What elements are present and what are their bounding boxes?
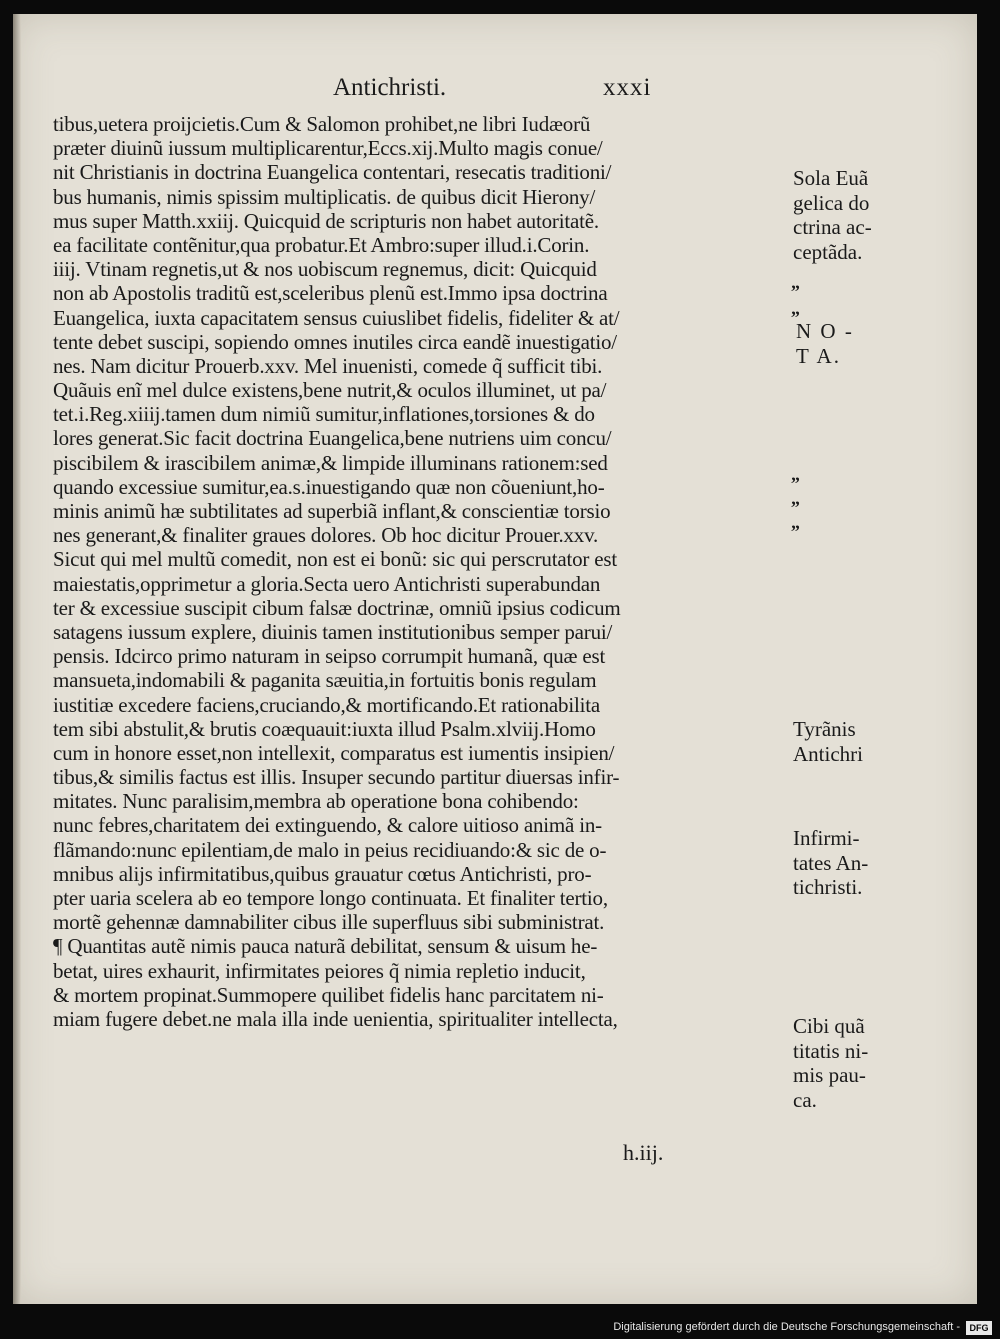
text-line: tibus,& similis factus est illis. Insuper secundo partitur diuersas infir- — [53, 765, 620, 790]
scanned-page — [13, 14, 977, 1304]
folio-number: xxxi — [603, 74, 652, 101]
text-line: nes generant,& finaliter graues dolores. Ob hoc dicitur Prouer.xxv. — [53, 523, 599, 548]
marginal-line: ctrina ac- — [793, 215, 872, 239]
text-line: mortẽ gehennæ damnabiliter cibus ille superfluus sibi subministrat. — [53, 910, 605, 935]
marginal-line: tichristi. — [793, 875, 863, 899]
text-line: tem sibi abstulit,& brutis coæquauit:iuxta illud Psalm.xlviij.Homo — [53, 716, 596, 741]
text-line: nes. Nam dicitur Prouerb.xxv. Mel inuenisti, comede q̃ sufficit tibi. — [53, 353, 603, 378]
text-line: lores generat.Sic facit doctrina Euangelica,bene nutriens uim concu/ — [53, 426, 612, 451]
text-line: minis animũ hæ subtilitates ad superbiã inflant,& conscientiæ torsio — [53, 499, 611, 523]
marginal-line: gelica do — [793, 190, 870, 215]
quote-mark: „ — [791, 512, 800, 532]
signature-mark: h.iij. — [623, 1140, 664, 1165]
marginal-line: T A. — [796, 343, 841, 368]
text-line: cum in honore esset,non intellexit, comparatus est iumentis insipien/ — [53, 740, 615, 765]
marginal-note-cibi — [793, 1014, 913, 1112]
marginal-line: ceptãda. — [793, 239, 863, 264]
text-line: ter & excessiue suscipit cibum falsæ doctrinæ, omniũ ipsius codicum — [53, 595, 621, 620]
text-line: mansueta,indomabili & paganita sæuitia,in fortuitis bonis regulam — [53, 668, 597, 693]
marginal-line: titatis ni- — [793, 1038, 869, 1063]
marginal-line: Antichri — [793, 741, 863, 766]
text-line: Euangelica, iuxta capacitatem sensus cuiuslibet fidelis, fideliter & at/ — [53, 305, 620, 330]
text-line: quando excessiue sumitur,ea.s.inuestigando quæ non cõueniunt,ho- — [53, 474, 605, 499]
dfg-logo: DFG — [966, 1321, 992, 1335]
text-line: nunc febres,charitatem dei extinguendo, & calore uitioso animã in- — [53, 813, 602, 838]
marginal-line: mis pau- — [793, 1063, 866, 1087]
marginal-line: Cibi quã — [793, 1014, 865, 1038]
text-line: flãmando:nunc epilentiam,de malo in peius recidiuando:& sic de o- — [53, 837, 607, 862]
marginal-line: Sola Euã — [793, 166, 869, 190]
text-line: non ab Apostolis traditũ est,sceleribus plenũ est.Immo ipsa doctrina — [53, 281, 608, 306]
main-text-block — [53, 112, 783, 1031]
text-line: piscibilem & irascibilem animæ,& limpide illuminans rationem:sed — [53, 450, 608, 475]
text-line: tente debet suscipi, sopiendo omnes inutiles circa eandẽ inuestigatio/ — [53, 329, 617, 354]
text-line: mnibus alijs infirmitatibus,quibus grauatur cœtus Antichristi, pro- — [53, 861, 592, 886]
text-line: Quãuis enĩ mel dulce existens,bene nutrit,& oculos illuminet, ut pa/ — [53, 378, 607, 403]
running-head — [13, 74, 977, 110]
text-line: pensis. Idcirco primo naturam in seipso corrumpit humanã, quæ est — [53, 644, 606, 669]
text-line: mitates. Nunc paralisim,membra ab operatione bona cohibendo: — [53, 789, 579, 814]
text-line: ¶ Quantitas autẽ nimis pauca naturã debilitat, sensum & uisum he- — [53, 934, 598, 959]
marginal-note-infirmitates — [793, 826, 913, 900]
marginal-note-tyrannis — [793, 717, 913, 766]
text-line: iustitiæ excedere faciens,cruciando,& mortificando.Et rationabilita — [53, 692, 600, 717]
marginal-line: Infirmi- — [793, 826, 860, 850]
text-line: tibus,uetera proijcietis.Cum & Salomon prohibet,ne libri Iudæorũ — [53, 112, 591, 136]
quote-mark: „ — [791, 298, 800, 318]
text-line: ea facilitate contẽnitur,qua probatur.Et Ambro:super illud.i.Corin. — [53, 232, 590, 257]
text-line: tet.i.Reg.xiiij.tamen dum nimiũ sumitur,inflationes,torsiones & do — [53, 402, 595, 427]
running-title: Antichristi. — [333, 74, 447, 101]
marginal-line: tates An- — [793, 850, 869, 875]
text-line: bus humanis, nimis spissim multiplicatis. de quibus dicit Hierony/ — [53, 184, 596, 209]
quote-mark: „ — [791, 464, 800, 484]
marginal-note-nota — [796, 319, 916, 368]
marginal-note-sola-euangelica — [793, 166, 913, 264]
text-line: & mortem propinat.Summopere quilibet fidelis hanc parcitatem ni- — [53, 982, 604, 1007]
text-line: satagens iussum explere, diuinis tamen institutionibus semper parui/ — [53, 619, 613, 644]
marginal-line: Tyrãnis — [793, 717, 856, 741]
text-line: miam fugere debet.ne mala illa inde uenientia, spiritualiter intellecta, — [53, 1006, 618, 1031]
text-line: betat, uires exhaurit, infirmitates peiores q̃ nimia repletio inducit, — [53, 958, 586, 983]
marginal-line: N O - — [796, 319, 854, 343]
page-gutter-shadow — [13, 14, 21, 1304]
text-line: iiij. Vtinam regnetis,ut & nos uobiscum regnemus, dicit: Quicquid — [53, 257, 597, 282]
footer-credit: Digitalisierung gefördert durch die Deutsche Forschungsgemeinschaft - — [613, 1321, 960, 1333]
text-line: maiestatis,opprimetur a gloria.Secta uero Antichristi superabundan — [53, 571, 601, 596]
digitization-footer — [0, 1318, 1000, 1339]
quote-mark: „ — [791, 488, 800, 508]
text-line: pter uaria scelera ab eo tempore longo continuata. Et finaliter tertio, — [53, 886, 608, 910]
text-line: præter diuinũ iussum multiplicarentur,Eccs.xij.Multo magis conue/ — [53, 136, 603, 161]
quote-mark: „ — [791, 272, 800, 292]
marginal-line: ca. — [793, 1087, 817, 1112]
text-line: nit Christianis in doctrina Euangelica contentari, resecatis traditioni/ — [53, 160, 612, 185]
text-line: Sicut qui mel multũ comedit, non est ei bonũ: sic qui perscrutator est — [53, 547, 617, 572]
text-line: mus super Matth.xxiij. Quicquid de scripturis non habet autoritatẽ. — [53, 208, 599, 233]
